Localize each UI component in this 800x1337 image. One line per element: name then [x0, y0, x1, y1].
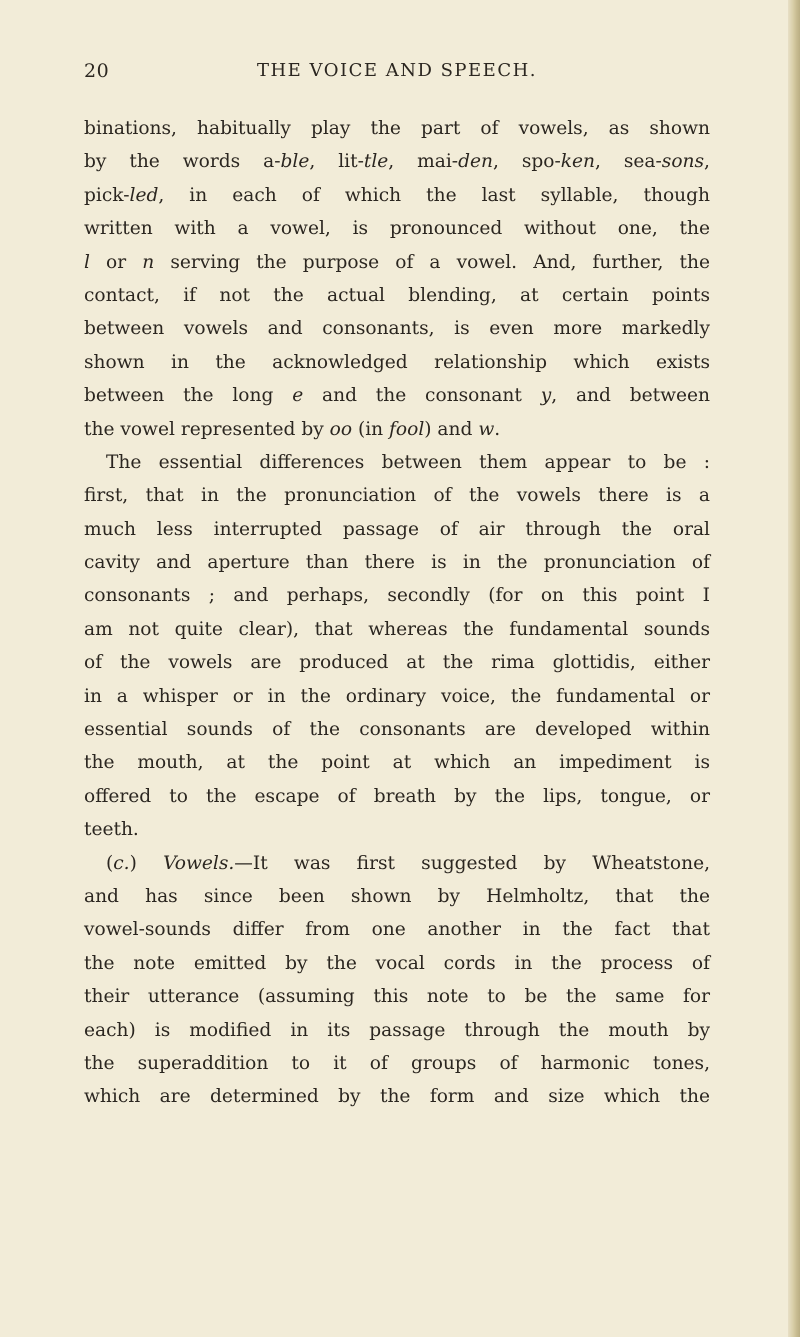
text-line: (c.) Vowels.—It was first suggested by Wheatstone, — [106, 852, 710, 874]
text-line: and has since been shown by Helmholtz, that the — [84, 885, 710, 907]
text-line: offered to the escape of breath by the lips, tongue, or — [84, 785, 710, 807]
text-line: first, that in the pronunciation of the vowels there is a — [84, 485, 710, 507]
text-line: cavity and aperture than there is in the pronunciation of — [84, 552, 710, 574]
text-line: am not quite clear), that whereas the fundamental sounds — [84, 618, 710, 640]
text-line: written with a vowel, is pronounced without one, the — [84, 218, 710, 240]
text-line: l or n serving the purpose of a vowel. And, further, the — [84, 251, 711, 273]
text-line: much less interrupted passage of air through the oral — [84, 518, 710, 540]
page-header — [84, 60, 710, 90]
text-line: their utterance (assuming this note to be the same for — [84, 986, 710, 1008]
text-line: the note emitted by the vocal cords in the process of — [84, 952, 710, 974]
text-line: which are determined by the form and size which the — [84, 1086, 710, 1108]
text-line: consonants ; and perhaps, secondly (for on this point I — [84, 585, 710, 607]
text-line: contact, if not the actual blending, at certain points — [84, 284, 710, 306]
text-line: shown in the acknowledged relationship which exists — [84, 351, 710, 373]
text-line: in a whisper or in the ordinary voice, the fundamental or — [84, 685, 710, 707]
text-line: between the long e and the consonant y, and between — [84, 385, 710, 407]
text-line: vowel-sounds differ from one another in the fact that — [84, 919, 710, 941]
text-line: the vowel represented by oo (in fool) and w. — [84, 418, 501, 440]
page-number: 20 — [84, 60, 110, 82]
body-text — [84, 112, 710, 1114]
text-line: between vowels and consonants, is even more markedly — [84, 318, 710, 340]
text-line: by the words a-ble, lit-tle, mai-den, spo-ken, sea-sons, — [84, 151, 710, 173]
text-line: pick-led, in each of which the last syllable, though — [84, 184, 710, 206]
text-line: of the vowels are produced at the rima glottidis, either — [84, 652, 710, 674]
text-line: essential sounds of the consonants are developed within — [84, 719, 710, 741]
page-edge — [788, 0, 800, 1337]
running-title: THE VOICE AND SPEECH. — [256, 60, 538, 81]
text-line: the superaddition to it of groups of harmonic tones, — [84, 1052, 710, 1074]
text-line: The essential differences between them appear to be : — [106, 451, 710, 473]
text-line: the mouth, at the point at which an impediment is — [84, 752, 710, 774]
text-line: binations, habitually play the part of vowels, as shown — [84, 118, 710, 139]
text-line: teeth. — [84, 819, 139, 841]
text-line: each) is modified in its passage through the mouth by — [84, 1019, 710, 1041]
